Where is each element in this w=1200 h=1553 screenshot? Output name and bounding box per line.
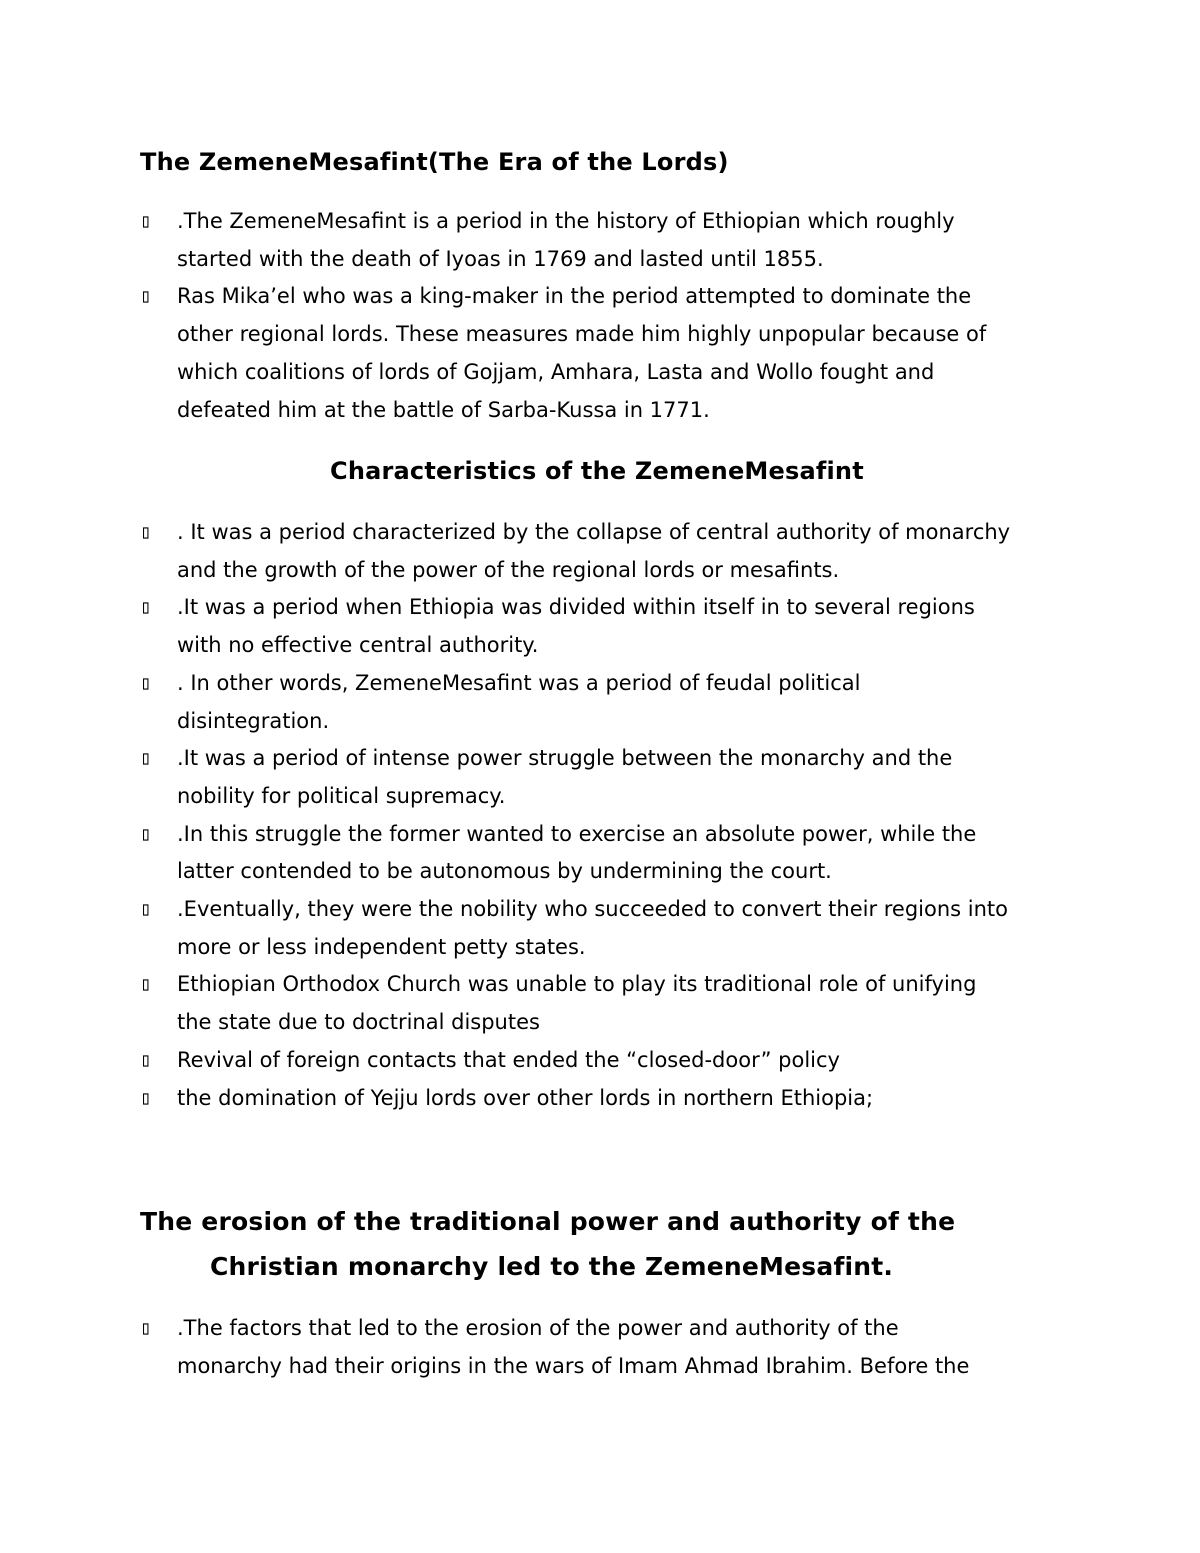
list-item-text: the state due to doctrinal disputes [177, 1010, 540, 1035]
list-item-text: with no effective central authority. [177, 633, 539, 658]
list-item [140, 740, 1077, 815]
list-item-text: .It was a period of intense power struggle between the monarchy and the [177, 746, 953, 771]
list-item-text: latter contended to be autonomous by undermining the court. [177, 859, 832, 884]
list-item [140, 816, 1077, 891]
list-item-text: and the growth of the power of the regional lords or mesafints. [177, 557, 840, 582]
list-item-text: the domination of Yejju lords over other lords in northern Ethiopia; [177, 1085, 874, 1110]
list-item [140, 589, 1077, 664]
list-item-text: Ras Mika’el who was a king-maker in the period attempted to dominate the [177, 284, 972, 309]
list-item-text: Revival of foreign contacts that ended the “closed-door” policy [177, 1047, 840, 1072]
list-item [140, 514, 1077, 589]
list-item-text: .In this struggle the former wanted to exercise an absolute power, while the [177, 821, 977, 846]
heading-era-of-lords: The ZemeneMesafint(The Era of the Lords) [140, 148, 729, 176]
bullet-icon: ▯ [140, 747, 152, 770]
list-item-text: defeated him at the battle of Sarba-Kussa in 1771. [177, 397, 710, 422]
bullet-icon: ▯ [140, 285, 152, 308]
bullet-icon: ▯ [140, 596, 152, 619]
list-item [140, 1310, 1077, 1385]
heading-erosion-line2: Christian monarchy led to the ZemeneMesafint. [210, 1252, 894, 1281]
bullet-icon: ▯ [140, 210, 152, 232]
heading-characteristics: Characteristics of the ZemeneMesafint [330, 457, 864, 485]
bullet-icon: ▯ [140, 1048, 152, 1071]
list-item-text: . In other words, ZemeneMesafint was a period of feudal political [177, 670, 861, 695]
bullet-list-characteristics [140, 514, 1077, 1117]
bullet-icon: ▯ [140, 671, 152, 694]
bullet-icon: ▯ [140, 521, 152, 543]
bullet-icon: ▯ [140, 973, 152, 996]
heading-erosion-line1: The erosion of the traditional power and authority of the [140, 1207, 956, 1236]
list-item [140, 1080, 1077, 1118]
list-item [140, 665, 1077, 740]
list-item [140, 278, 1077, 429]
list-item-text: started with the death of Iyoas in 1769 and lasted until 1855. [177, 246, 824, 271]
bullet-icon: ▯ [140, 1317, 152, 1339]
list-item-text: more or less independent petty states. [177, 934, 586, 959]
list-item-text: other regional lords. These measures made him highly unpopular because of [177, 322, 987, 347]
bullet-icon: ▯ [140, 898, 152, 921]
list-item-text: . It was a period characterized by the collapse of central authority of monarchy [177, 520, 1011, 544]
list-item-text: monarchy had their origins in the wars of Imam Ahmad Ibrahim. Before the [177, 1353, 970, 1378]
list-item [140, 891, 1077, 966]
list-item-text: .It was a period when Ethiopia was divided within itself in to several regions [177, 595, 975, 620]
bullet-list-intro [140, 203, 1077, 429]
bullet-icon: ▯ [140, 822, 152, 845]
list-item-text: nobility for political supremacy. [177, 783, 506, 808]
bullet-icon: ▯ [140, 1086, 152, 1109]
list-item-text: disintegration. [177, 708, 330, 733]
list-item [140, 203, 1077, 278]
bullet-list-factors [140, 1310, 1077, 1385]
list-item-text: Ethiopian Orthodox Church was unable to play its traditional role of unifying [177, 972, 977, 997]
list-item-text: which coalitions of lords of Gojjam, Amhara, Lasta and Wollo fought and [177, 359, 935, 384]
list-item [140, 966, 1077, 1041]
list-item-text: .The ZemeneMesafint is a period in the history of Ethiopian which roughly [177, 209, 955, 233]
list-item-text: .Eventually, they were the nobility who succeeded to convert their regions into [177, 897, 1009, 922]
list-item-text: .The factors that led to the erosion of the power and authority of the [177, 1316, 899, 1340]
list-item [140, 1042, 1077, 1080]
